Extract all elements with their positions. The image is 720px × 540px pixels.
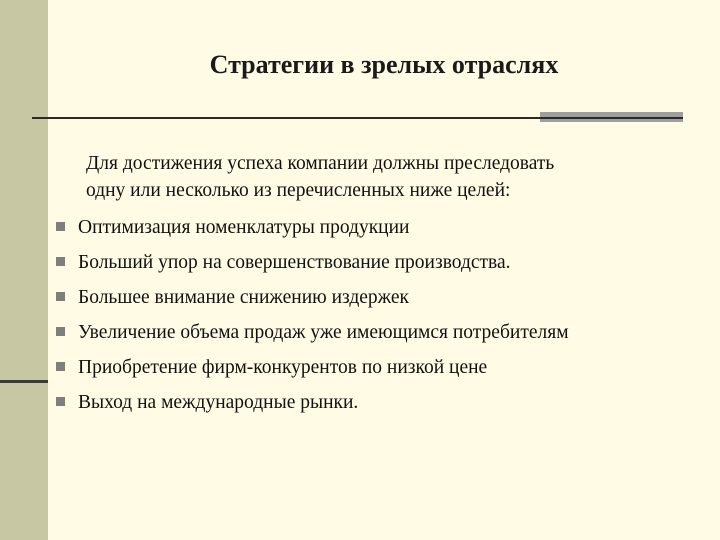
bullet-text: Больший упор на совершенствование производства. — [78, 252, 511, 273]
title-rule — [32, 117, 540, 119]
bullet-item — [56, 245, 706, 280]
bullet-text: Большее внимание снижению издержек — [78, 287, 410, 308]
bullet-text: Приобретение фирм-конкурентов по низкой цене — [78, 357, 488, 378]
square-bullet-icon — [56, 362, 65, 371]
square-bullet-icon — [56, 397, 65, 406]
square-bullet-icon — [56, 327, 65, 336]
bullet-list — [56, 210, 706, 420]
bullet-item — [56, 350, 706, 385]
slide-title: Стратегии в зрелых отраслях — [209, 50, 559, 79]
square-bullet-icon — [56, 257, 65, 266]
bullet-text: Выход на международные рынки. — [78, 392, 359, 413]
square-bullet-icon — [56, 222, 65, 231]
side-divider — [0, 380, 48, 383]
bullet-item — [56, 210, 706, 245]
slide-body — [56, 150, 706, 420]
bullet-item — [56, 385, 706, 420]
bullet-item — [56, 280, 706, 315]
bullet-item — [56, 315, 706, 350]
bullet-text: Увеличение объема продаж уже имеющимся потребителям — [78, 322, 569, 343]
side-band — [0, 0, 48, 540]
intro-line-1: Для достижения успеха компании должны преследовать — [86, 153, 555, 174]
square-bullet-icon — [56, 292, 65, 301]
title-rule-accent-line — [540, 117, 683, 119]
intro-line-2: одну или несколько из перечисленных ниже целей: — [86, 180, 511, 201]
intro-paragraph — [80, 150, 706, 204]
bullet-text: Оптимизация номенклатуры продукции — [78, 217, 410, 238]
